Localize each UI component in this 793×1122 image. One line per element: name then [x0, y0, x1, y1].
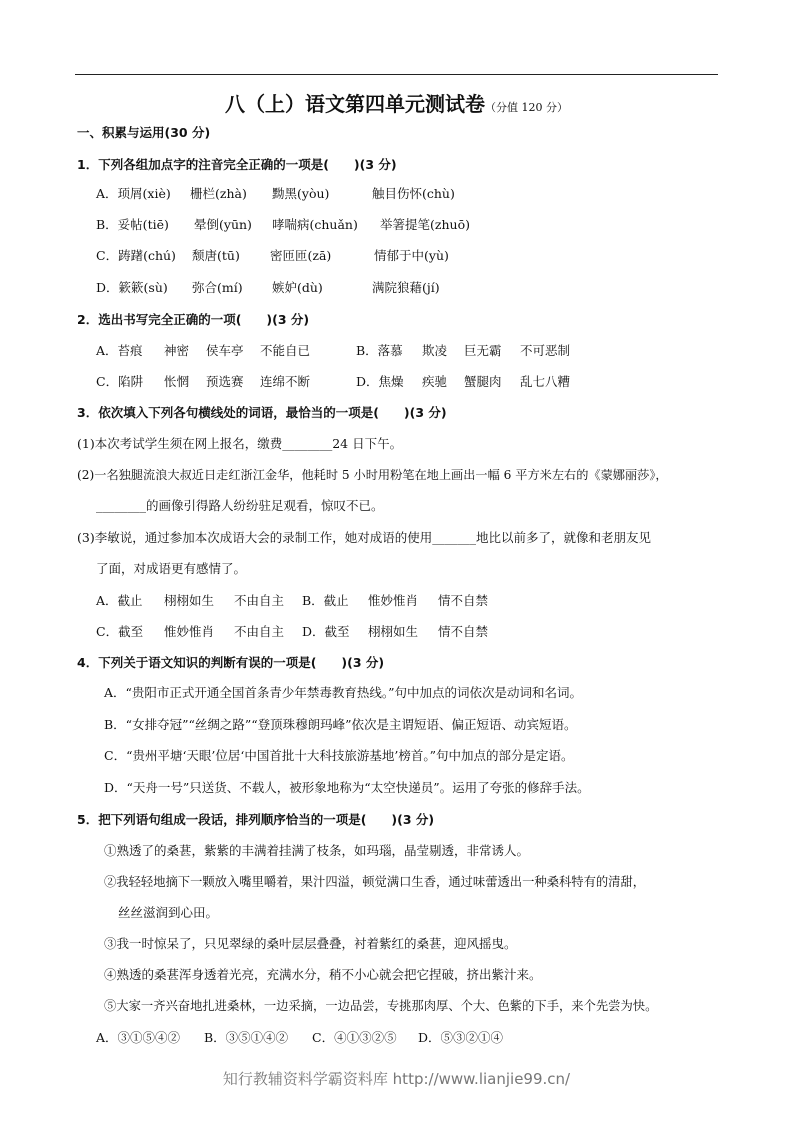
q5-sentence-5: ⑤大家一齐兴奋地扎进桑林，一边采摘，一边品尝，专挑那肉厚、个大、色紫的下手，来个先尝为快。 — [104, 999, 658, 1013]
footer-watermark: 知行教辅资料学霸资料库 http://www.lianjie99.cn/ — [222, 1070, 571, 1088]
question-1-stem: 1．下列各组加点字的注音完全正确的一项是( )(3 分) — [77, 157, 397, 172]
q5-sentence-2-cont: 丝丝滋润到心田。 — [118, 905, 219, 920]
question-2-stem: 2．选出书写完全正确的一项( )(3 分) — [77, 312, 310, 327]
question-3-stem: 3．依次填入下列各句横线处的词语，最恰当的一项是( )(3 分) — [77, 405, 447, 420]
q5-sentence-1: ①熟透了的桑葚，紫紫的丰满着挂满了枝条，如玛瑙，晶莹剔透，非常诱人。 — [104, 843, 530, 858]
header-rule — [75, 74, 718, 75]
section-heading: 一、积累与运用(30 分) — [77, 125, 211, 140]
q3-sentence-3: (3)李敏说，通过参加本次成语大会的录制工作，她对成语的使用_______地比以前多了，就像和老朋友见 — [77, 530, 651, 545]
q5-sentence-4: ④熟透的桑葚浑身透着光亮，充满水分，稍不小心就会把它捏破，挤出紫汁来。 — [104, 967, 542, 982]
q4-option-a: A．“贵阳市正式开通全国首条青少年禁毒教育热线。”句中加点的词依次是动词和名词。 — [104, 685, 583, 700]
page-title — [0, 88, 793, 117]
title-text: 八（上）语文第四单元测试卷 — [225, 92, 485, 116]
q5-sentence-2: ②我轻轻地摘下一颗放入嘴里嚼着，果汁四溢，顿觉满口生香，通过味蕾透出一种桑科特有的清甜， — [104, 875, 646, 889]
q3-sentence-1: (1)本次考试学生须在网上报名，缴费________24 日下午。 — [77, 436, 403, 451]
q3-sentence-2: (2)一名独腿流浪大叔近日走红浙江金华，他耗时 5 小时用粉笔在地上画出一幅 6 平方米左右的《蒙娜丽莎》， — [77, 468, 668, 482]
q4-option-b: B．“女排夺冠”“丝绸之路”“登顶珠穆朗玛峰”依次是主谓短语、偏正短语、动宾短语。 — [104, 717, 577, 732]
q4-option-d: D．“天舟一号”只送货、不载人，被形象地称为“太空快递员”。运用了夸张的修辞手法。 — [104, 780, 590, 795]
title-score-note: （分值 120 分） — [485, 101, 568, 114]
q4-option-c: C．“贵州平塘‘天眼’位居‘中国首批十大科技旅游基地’榜首。”句中加点的部分是定语。 — [104, 748, 574, 763]
q3-sentence-3-cont: 了面，对成语更有感情了。 — [96, 561, 247, 576]
q5-sentence-3: ③我一时惊呆了，只见翠绿的桑叶层层叠叠，衬着紫红的桑葚，迎风摇曳。 — [104, 936, 517, 951]
q3-sentence-2-cont: ________的画像引得路人纷纷驻足观看，惊叹不已。 — [96, 498, 384, 513]
question-5-stem: 5．把下列语句组成一段话，排列顺序恰当的一项是( )(3 分) — [77, 812, 435, 827]
question-4-stem: 4．下列关于语文知识的判断有误的一项是( )(3 分) — [77, 655, 385, 670]
